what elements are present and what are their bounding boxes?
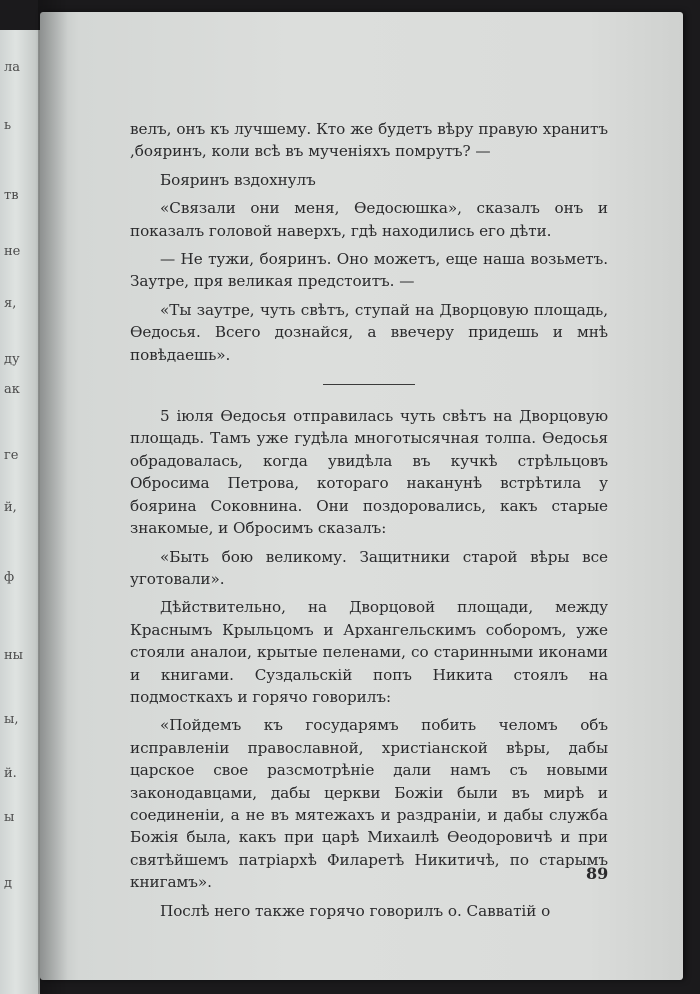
previous-page-fragment: ла	[4, 60, 21, 75]
previous-page-fragment: ду	[4, 352, 20, 367]
previous-page-fragment: я,	[4, 296, 17, 311]
previous-page-fragment: тв	[4, 188, 19, 203]
paragraph: Бояринъ вздохнулъ	[160, 170, 316, 189]
previous-page-fragment: ак	[4, 382, 20, 397]
previous-page-fragment: ге	[4, 448, 19, 463]
previous-page-fragment: не	[4, 244, 21, 259]
paragraph: «Пойдемъ къ государямъ побить челомъ объ исправленiи православной, христiанской вѣры, дабы царское свое разсмотрѣнiе дали намъ съ новыми законодавцами, дабы церкви Божiи были въ мирѣ и соединенiи, а не въ мятежахъ и раздранiи, и дабы служба Божiя была, какъ при царѣ Михаилѣ Ѳеодоровичѣ и при святѣйшемъ патрiархѣ Филаретѣ Никитичѣ, по старымъ книгамъ».	[130, 716, 608, 892]
previous-page-fragment: й,	[4, 500, 17, 515]
previous-page-fragment: ны	[4, 648, 24, 663]
section-separator	[323, 384, 415, 385]
paragraph: «Ты заутре, чуть свѣтъ, ступай на Дворцовую площадь, Ѳедосья. Всего дознайся, а ввечеру придешь и мнѣ повѣдаешь».	[130, 300, 608, 364]
paragraph: — Не тужи, бояринъ. Оно можетъ, еще наша возьметъ. Заутре, пря великая предстоитъ. —	[130, 250, 608, 291]
paragraph: Дѣйствительно, на Дворцовой площади, между Краснымъ Крыльцомъ и Архангельскимъ соборомъ, уже стояли аналои, крытые пеленами, со старинными иконами и книгами. Суздальскiй попъ Никита стоялъ на подмосткахъ и горячо говорилъ:	[130, 598, 608, 706]
book-page	[40, 12, 683, 980]
paragraph: «Связали они меня, Ѳедосюшка», сказалъ онъ и показалъ головой наверхъ, гдѣ находились его дѣти.	[130, 199, 608, 240]
previous-page-fragment: ф	[4, 570, 15, 585]
paragraph: велъ, онъ къ лучшему. Кто же будетъ вѣру правую хранитъ ,бояринъ, коли всѣ въ мученiяхъ помрутъ? —	[130, 120, 608, 161]
previous-page-fragment: ы	[4, 810, 15, 825]
paragraph: Послѣ него также горячо говорилъ о. Савватiй о	[160, 901, 551, 920]
previous-page-edge	[0, 30, 40, 994]
paragraph: «Быть бою великому. Защитники старой вѣры все уготовали».	[130, 547, 608, 588]
previous-page-fragment: ь	[4, 118, 12, 133]
previous-page-fragment: й.	[4, 766, 17, 781]
paragraph: 5 iюля Ѳедосья отправилась чуть свѣтъ на Дворцовую площадь. Тамъ уже гудѣла многотысячная толпа. Ѳедосья обрадовалась, когда увидѣла въ кучкѣ стрѣльцовъ Обросима Петрова, котораго наканунѣ встрѣтила у боярина Соковнина. Они поздоровались, какъ старые знакомые, и Обросимъ сказалъ:	[130, 407, 608, 538]
previous-page-fragment: ы,	[4, 712, 19, 727]
page-body	[130, 118, 608, 928]
page-number: 89	[586, 864, 609, 883]
previous-page-fragment: д	[4, 876, 13, 891]
